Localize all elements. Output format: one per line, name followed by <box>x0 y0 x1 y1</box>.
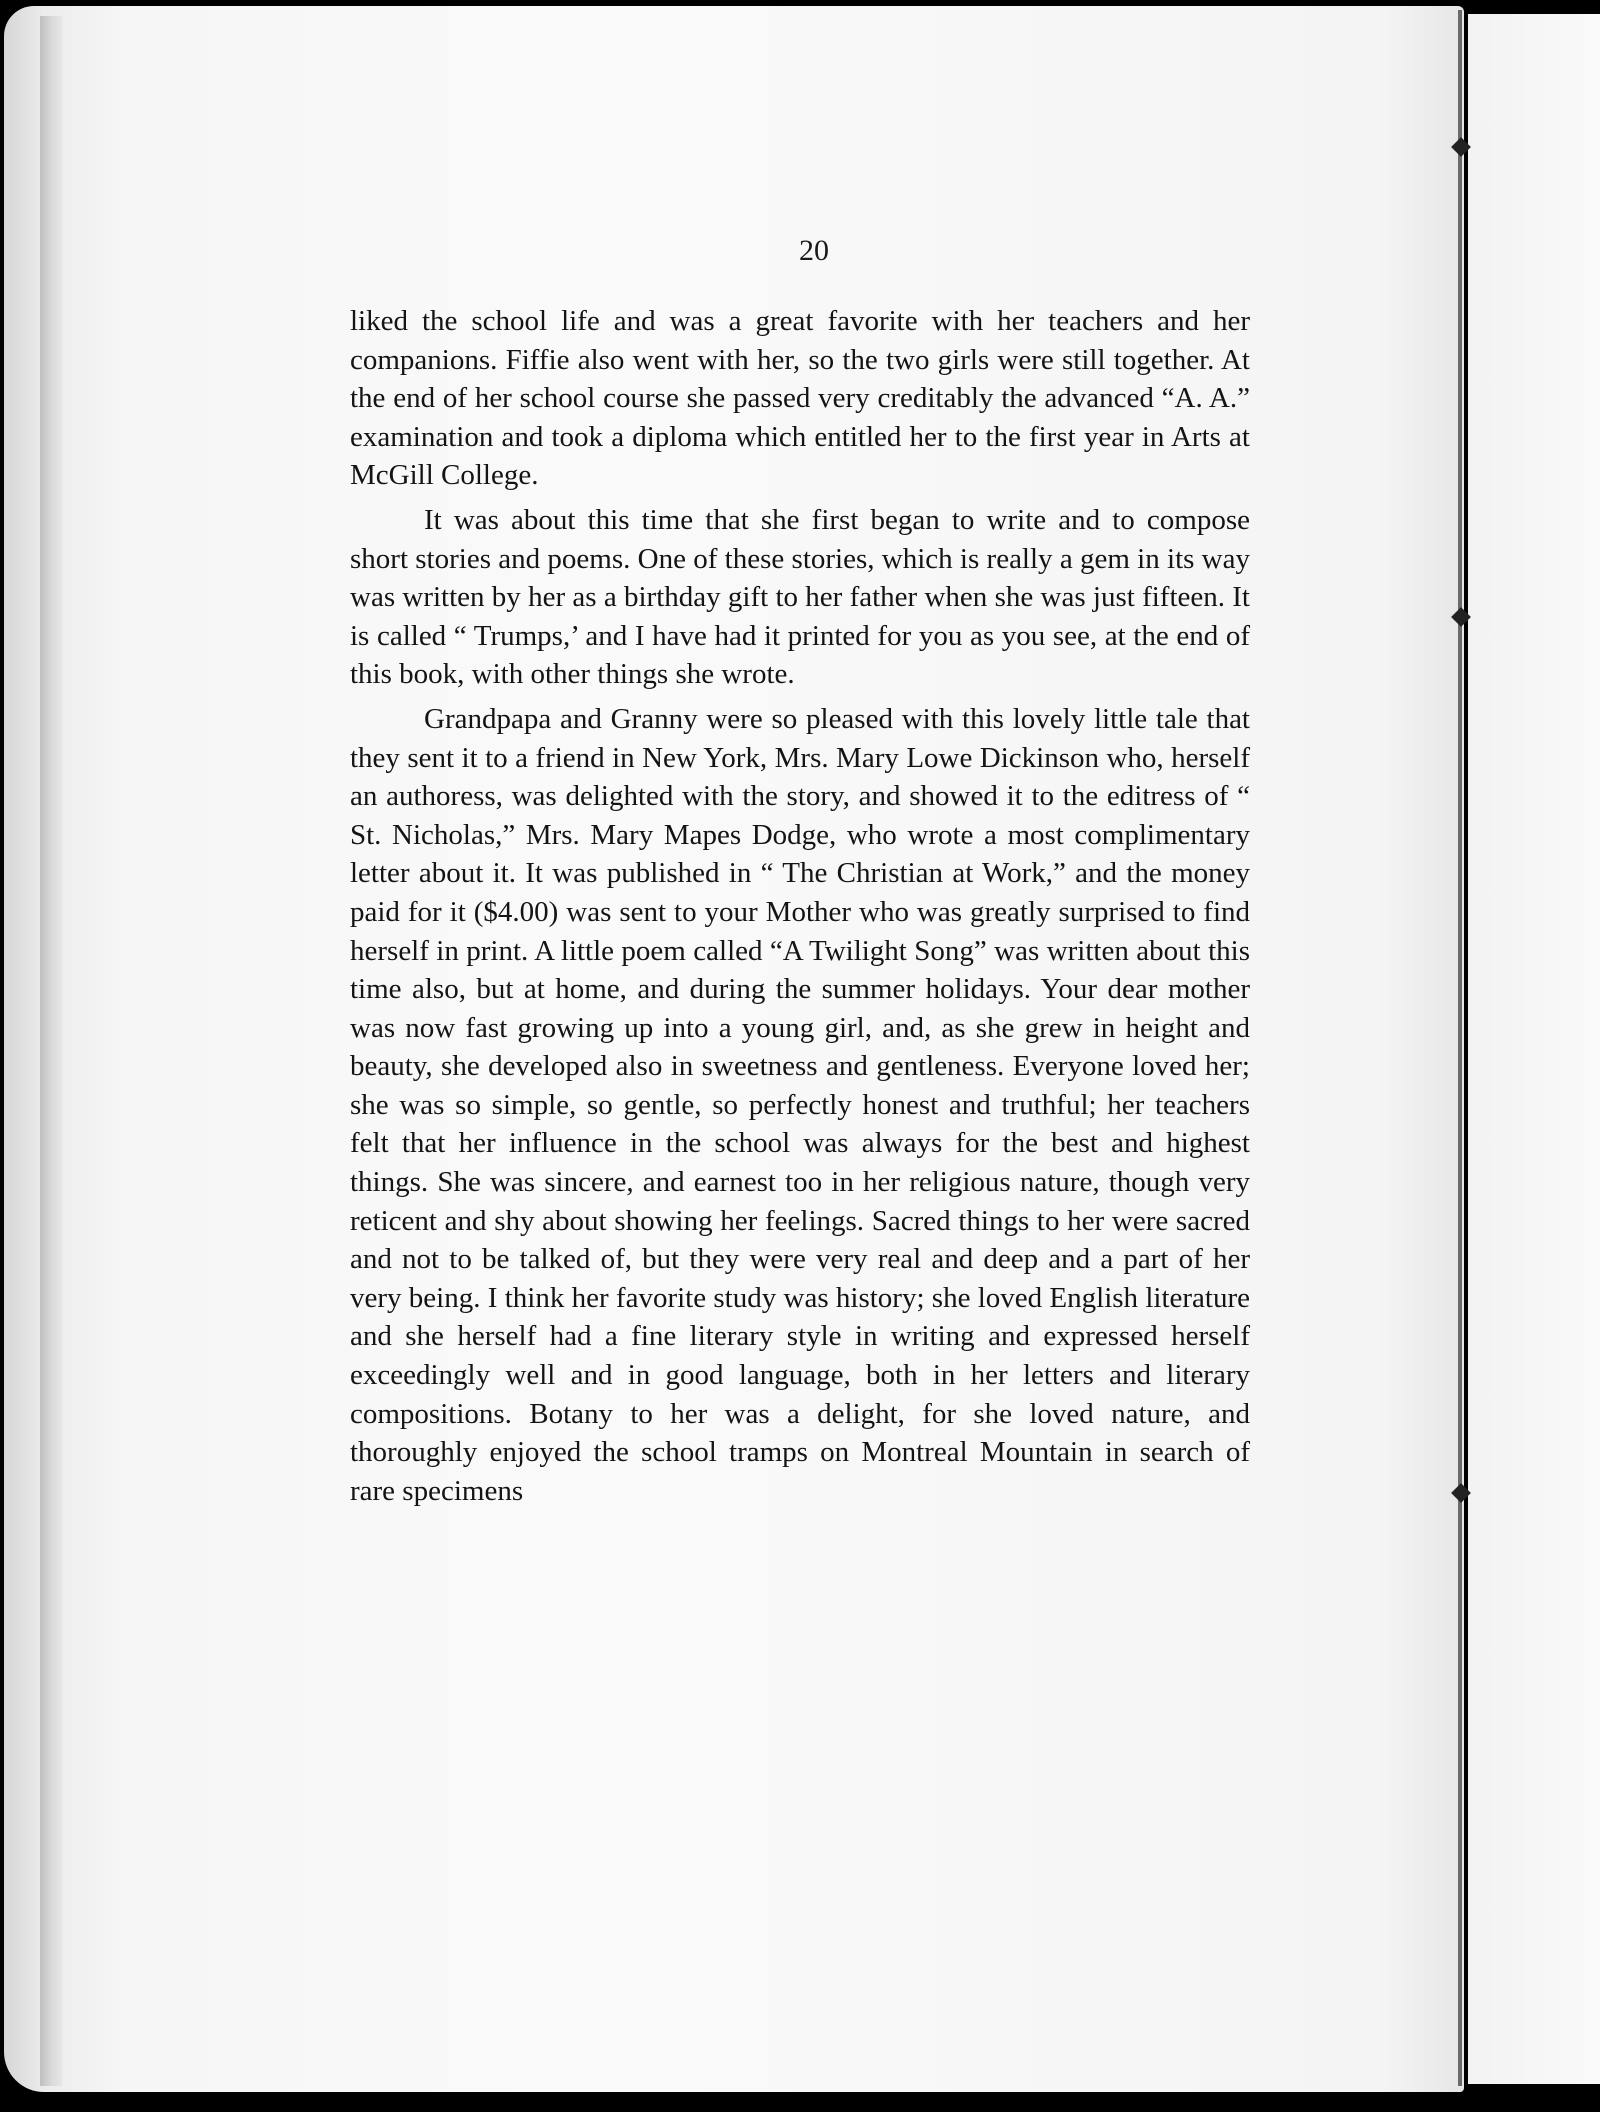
body-text <box>350 302 1250 1516</box>
gutter-fold <box>1458 10 1462 2086</box>
book-page <box>4 6 1464 2092</box>
page-number: 20 <box>799 234 829 267</box>
page-binding-edge <box>40 16 62 2086</box>
paragraph-3: Grandpapa and Granny were so pleased with this lovely little tale that they sent it to a friend in New York, Mrs. Mary Lowe Dickinson who, herself an authoress, was delighted with the story, and showed it to the editress of “ St. Nicholas,” Mrs. Mary Mapes Dodge, who wrote a most complimentary letter about it. It was published in “ The Christian at Work,” and the money paid for it ($4.00) was sent to your Mother who was greatly surprised to find herself in print. A little poem called “A Twilight Song” was written about this time also, but at home, and during the summer holidays. Your dear mother was now fast growing up into a young girl, and, as she grew in height and beauty, she developed also in sweetness and gentleness. Everyone loved her; she was so simple, so gentle, so perfectly honest and truthful; her teachers felt that her influence in the school was always for the best and highest things. She was sincere, and earnest too in her religious nature, though very reticent and shy about showing her feelings. Sacred things to her were sacred and not to be talked of, but they were very real and deep and a part of her very being. I think her favorite study was history; she loved English literature and she herself had a fine literary style in writing and expressed herself exceedingly well and in good language, both in her letters and literary compositions. Botany to her was a delight, for she loved nature, and thoroughly enjoyed the school tramps on Montreal Mountain in search of rare specimens <box>350 702 1250 1507</box>
facing-page-edge <box>1468 14 1600 2084</box>
paragraph-1: liked the school life and was a great favorite with her teachers and her companions. Fiffie also went with her, so the two girls were still together. At the end of her school course she passed very creditably the advanced “A. A.” examination and took a diploma which entitled her to the first year in Arts at McGill College. <box>350 305 1250 492</box>
paragraph-2: It was about this time that she first began to write and to compose short stories and poems. One of these stories, which is really a gem in its way was written by her as a birthday gift to her father when she was just fifteen. It is called “ Trumps,’ and I have had it printed for you as you see, at the end of this book, with other things she wrote. <box>350 503 1250 691</box>
